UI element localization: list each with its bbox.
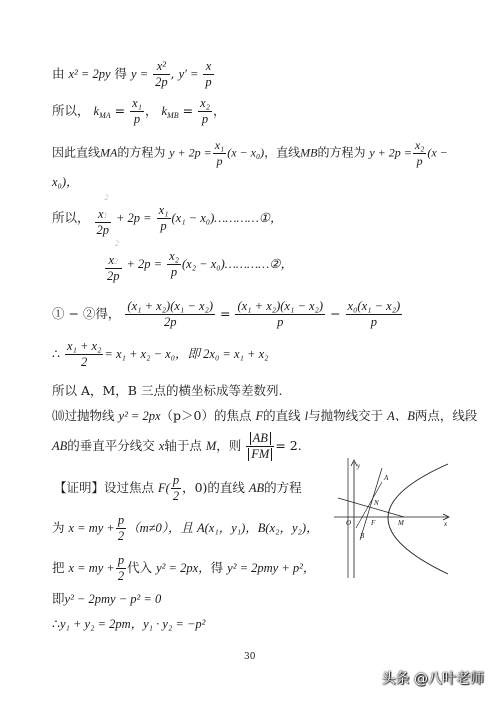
line-10: ⑽过抛物线 y² = 2px（p＞0）的焦点 F的直线 l与抛物线交于 A、B两点，线段: [52, 408, 478, 423]
watermark: 头条 @八叶老师: [381, 671, 484, 687]
label-n: N: [374, 499, 379, 507]
line-8: ∴ $\frac{\text{x₁ + x₂}}{2}$ = x₁ + x₂ − x₀，即 2x₀ = x₁ + x₂: [52, 339, 269, 370]
line-5: 所以， 2 x1 2p + 2p = $\frac{\text{x₁}}{p}$ (x₁ − x₀)…………①，: [52, 193, 283, 238]
label-a: A: [384, 474, 389, 482]
equation: y =: [131, 67, 149, 82]
fraction: $\frac{p}{2}$: [172, 473, 180, 504]
equation: x² = 2py: [68, 67, 111, 82]
parabola-curve: [388, 464, 448, 574]
fraction: $\frac{x}{p}$: [205, 59, 212, 90]
line-2: 所以， $k_{MA}$ = $\frac{\text{x₁}}{p}$ ， $k_{MB}$ = $\frac{\text{x₂}}{p}$ ，: [52, 96, 226, 127]
line-9: 所以 A，M，B 三点的横坐标成等差数列.: [52, 383, 283, 398]
line-6: 2 x2 2p + 2p = $\frac{\text{x₂}}{p}$ (x₂ − x₀)…………②，: [107, 239, 293, 284]
equation: y′ =: [178, 67, 199, 82]
line-13: 为 x = my + $\frac{p}{2}$ （m≠0），且 A(x₁，y₁)，B(x₂，y₂)，: [52, 513, 319, 544]
fraction: $\frac{p}{2}$: [117, 513, 125, 544]
line-16: ∴y₁ + y₂ = 2pm，y₁ · y₂ = −p²: [52, 616, 206, 631]
line-4: x₀)，: [52, 175, 79, 189]
label-o: O: [346, 519, 352, 527]
fraction: $\frac{\text{(x₁ + x₂)(x₁ − x₂)}}{2p}$: [127, 299, 214, 330]
line-11: AB的垂直平分线交 x轴于点 M，则 $\frac{AB}{FM}$ = 2.: [52, 431, 302, 462]
text: 得: [114, 66, 128, 82]
page-number: 30: [244, 652, 256, 662]
chord-ab: [360, 468, 382, 540]
fraction: $\frac{\text{x₀(x₁ − x₂)}}{p}$: [347, 299, 401, 330]
text: 由: [52, 66, 65, 82]
fraction: $\frac{\text{x₁}}{p}$: [132, 96, 142, 127]
fraction: $\frac{\text{x₂}}{p}$: [414, 138, 425, 168]
label-y: y: [357, 462, 361, 470]
line-12: 【证明】设过焦点 F( $\frac{p}{2}$ ，0)的直线 AB的方程: [54, 473, 302, 504]
fraction: $\frac{AB}{FM}$: [246, 432, 274, 461]
label-f: F: [371, 519, 376, 527]
parabola-figure: [308, 456, 456, 580]
fraction: $\frac{\text{x²}}{2p}$: [155, 59, 168, 90]
text: 所以，: [52, 103, 90, 119]
line-1: 由 x² = 2py 得 y = $\frac{\text{x²}}{2p}$ , y′ = $\frac{x}{p}$: [52, 59, 212, 90]
fraction: $\frac{\text{(x₁ + x₂)(x₁ − x₂)}}{p}$: [237, 299, 324, 330]
line-14: 把 x = my + $\frac{p}{2}$ 代入 y² = 2px，得 y² = 2pmy + p²，: [52, 553, 316, 584]
label-b: B: [360, 532, 365, 540]
label-m: M: [398, 519, 404, 527]
line-15: 即y² − 2pmy − p² = 0: [52, 591, 162, 606]
fraction: $\frac{\text{x₂}}{p}$: [200, 96, 210, 127]
fraction: $\frac{\text{x₁ + x₂}}{2}$: [66, 339, 102, 370]
fraction: $\frac{\text{x₁}}{p}$: [214, 138, 225, 168]
fraction: $\frac{\text{x₁}}{p}$: [158, 203, 169, 234]
fraction: $\frac{\text{x₂}}{p}$: [169, 249, 179, 280]
line-3: 因此直线MA的方程为 y + 2p = $\frac{\text{x₁}}{p}$ (x − x₀)，直线MB的方程为 y + 2p = $\frac{\text{x₂}}{p}$ (x −: [52, 138, 448, 168]
fraction: 2 x2 2p: [107, 239, 120, 284]
fraction: $\frac{p}{2}$: [117, 553, 125, 584]
line-7: ① − ②得， $\frac{\text{(x₁ + x₂)(x₁ − x₂)}}{2p}$ = $\frac{\text{(x₁ + x₂)(x₁ − x₂)}}{p}$ − $\frac{\text{x₀(x₁ − x₂)}}{p}$: [52, 299, 401, 330]
fraction: 2 x1 2p: [96, 193, 109, 238]
label-x: x: [444, 520, 448, 528]
